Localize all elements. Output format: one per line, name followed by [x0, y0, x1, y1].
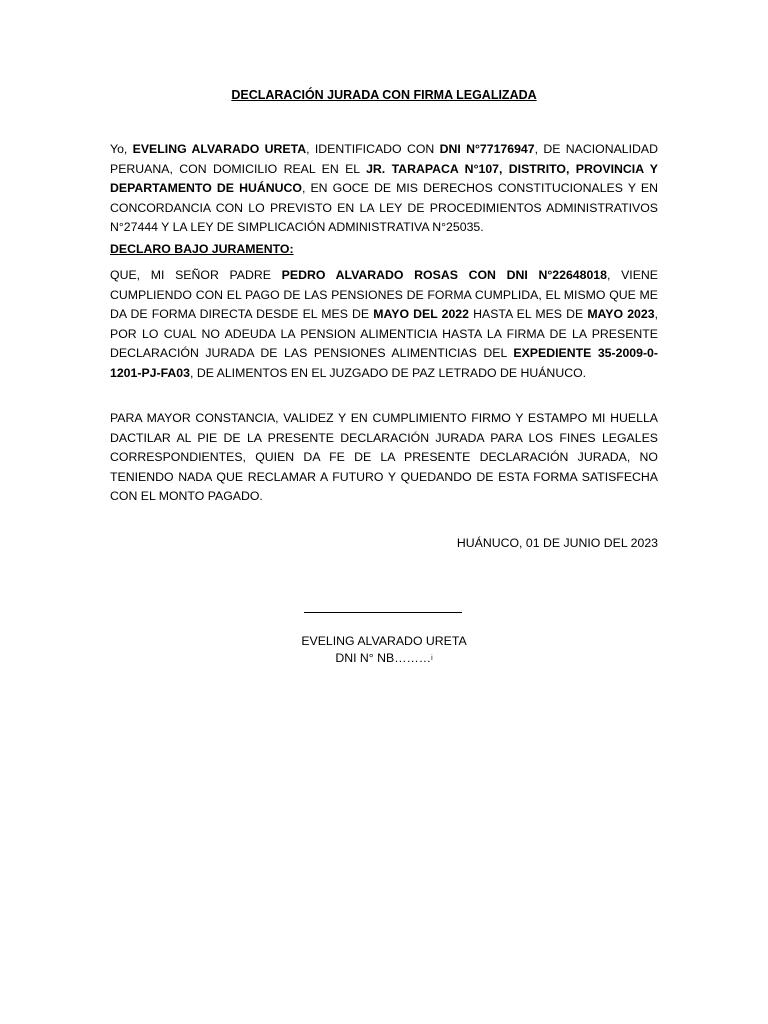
signature-line	[304, 612, 462, 613]
text-run: , DE NACIONALIDAD PERUANA, CON DOMICILIO REAL EN EL	[110, 142, 658, 176]
text-run: , EN GOCE DE MIS DERECHOS CONSTITUCIONALES Y EN CONCORDANCIA CON LO PREVISTO EN LA LEY DE PROCEDIMIENTOS ADMINISTRATIVOS N°27444 Y LA LEY DE SIMPLICACIÓN ADMINISTRATIVA N°25035.	[110, 181, 658, 234]
declaration-paragraph	[110, 266, 658, 383]
declaration-heading: DECLARO BAJO JURAMENTO:	[110, 242, 294, 256]
bold-text-run: JR. TARAPACA N°107, DISTRITO, PROVINCIA Y DEPARTAMENTO DE HUÁNUCO	[110, 161, 658, 195]
closing-paragraph: PARA MAYOR CONSTANCIA, VALIDEZ Y EN CUMPLIMIENTO FIRMO Y ESTAMPO MI HUELLA DACTILAR AL PIE DE LA PRESENTE DECLARACIÓN JURADA PARA LOS FINES LEGALES CORRESPONDIENTES, QUIEN DA FE DE LA PRESENTE DECLARACIÓN JURADA, NO TENIENDO NADA QUE RECLAMAR A FUTURO Y QUEDANDO DE ESTA FORMA SATISFECHA CON EL MONTO PAGADO.	[110, 411, 658, 503]
text-run: , IDENTIFICADO CON	[306, 142, 440, 156]
signer-dni-sup: i	[431, 655, 433, 662]
place-date: HUÁNUCO, 01 DE JUNIO DEL 2023	[456, 536, 658, 550]
signature-block	[0, 633, 768, 667]
document-title: DECLARACIÓN JURADA CON FIRMA LEGALIZADA	[231, 88, 537, 102]
bold-text-run: DNI N°77176947	[439, 142, 535, 156]
signer-dni-line	[0, 650, 768, 667]
bold-text-run: EVELING ALVARADO URETA	[132, 142, 307, 156]
bold-text-run: EXPEDIENTE 35-2009-0-1201-PJ-FA03	[110, 346, 658, 380]
text-run: HASTA EL MES DE	[468, 307, 588, 321]
text-run: , VIENE CUMPLIENDO CON EL PAGO DE LAS PENSIONES DE FORMA CUMPLIDA, EL MISMO QUE ME DA DE FORMA DIRECTA DESDE EL MES DE	[110, 268, 658, 321]
bold-text-run: MAYO 2023	[587, 307, 655, 321]
text-run: Yo,	[110, 142, 133, 156]
bold-text-run: PEDRO ALVARADO ROSAS CON DNI N°22648018	[281, 268, 607, 282]
text-run: , DE ALIMENTOS EN EL JUZGADO DE PAZ LETRADO DE HUÁNUCO.	[189, 365, 587, 380]
bold-text-run: MAYO DEL 2022	[373, 307, 469, 321]
signer-name: EVELING ALVARADO URETA	[301, 634, 467, 648]
intro-paragraph	[110, 140, 658, 238]
text-run: QUE, MI SEÑOR PADRE	[110, 268, 282, 282]
signer-dni: DNI N° NB………	[335, 651, 432, 665]
text-run: , POR LO CUAL NO ADEUDA LA PENSION ALIMENTICIA HASTA LA FIRMA DE LA PRESENTE DECLARACIÓN JURADA DE LAS PENSIONES ALIMENTICIAS DEL	[110, 307, 658, 360]
